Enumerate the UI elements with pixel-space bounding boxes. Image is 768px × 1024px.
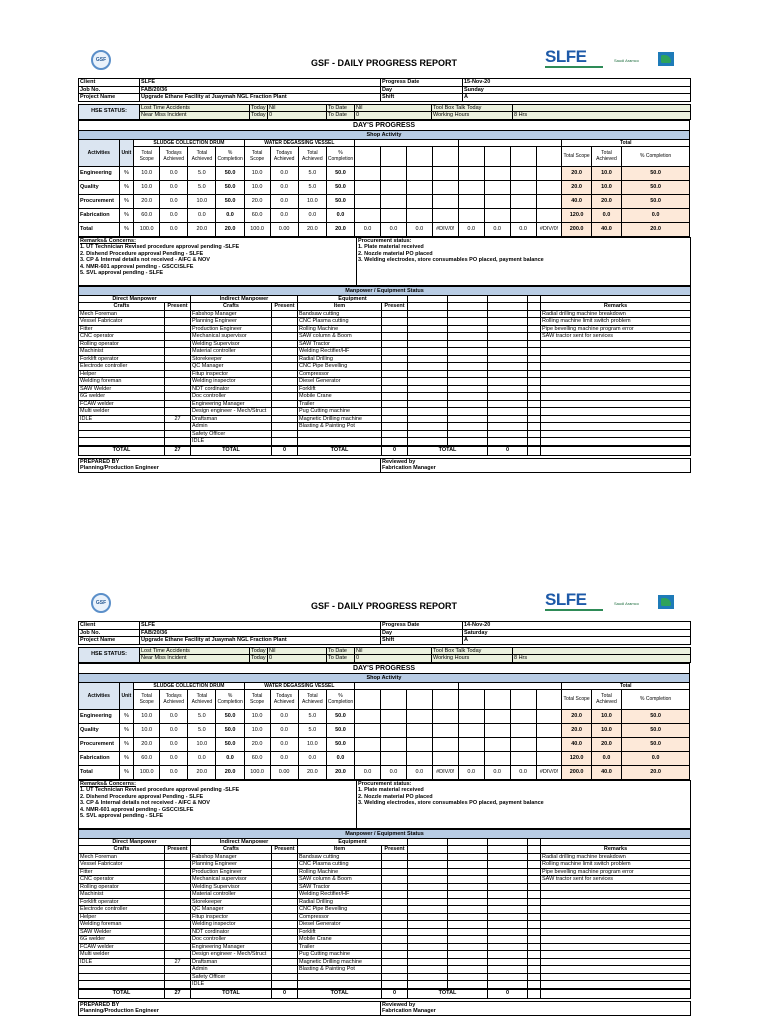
report-header: [78, 591, 690, 621]
manpower-row: Fitter Production Engineer Rolling Machine Pipe bevelling machine program error: [79, 868, 691, 876]
prepared-by: PREPARED BY Planning/Production Engineer: [79, 458, 381, 472]
report-title: GSF - DAILY PROGRESS REPORT: [310, 601, 458, 611]
job-no-value: FAB/20/36: [140, 86, 381, 94]
manpower-row: IDLE 27 Draftsman Magnetic Drilling machine: [79, 415, 691, 423]
report-header: [78, 48, 690, 78]
hse-status-label: HSE STATUS:: [79, 104, 140, 119]
gsf-logo: GSF: [91, 593, 111, 613]
remarks-concerns: Remarks& Concerns: 1. UT Technician Revised procedure approval pending -SLFE 2. Dishend Procedure approval Pending - SLFE 3. CP & Internal details not received - AIFC & NOV 4. NMR-601 approval pending - GSCC\SLFE 5. SVL approval pending - SLFE: [79, 237, 357, 285]
project-name-label: Project Name: [79, 94, 140, 102]
slfe-logo: SLFE: [545, 591, 605, 613]
shift-value: A: [463, 94, 691, 102]
progress-row: Total % 100.0 0.0 20.0 20.0 100.0 0.00 20.0 20.0 0.0 0.0 0.0 #DIV/0! 0.0 0.0 0.0 #DIV/0! 200.0 40.0 20.0: [79, 222, 690, 236]
reviewed-by: Reviewed by Fabrication Manager: [381, 458, 691, 472]
gsf-logo: GSF: [91, 50, 111, 70]
procurement-item: 2. Nozzle material PO placed: [358, 250, 433, 257]
procurement-item: 1. Plate material received: [358, 787, 424, 793]
manpower-row: Welding foreman Welding inspector Diesel Generator: [79, 378, 691, 386]
manpower-row: Mech Foreman Fabshop Manager Bandsaw cutting Radial drilling machine breakdown: [79, 310, 691, 318]
days-progress-heading: DAY'S PROGRESS: [79, 120, 690, 130]
days-progress-table: DAY'S PROGRESS Shop Activity Activities Unit SLUDGE COLLECTION DRUM WATER DEGASSING VESSEL Total Total Scope Todays Achieved Total Achieved % Completion Total Scope Todays Achieved Total Achieved % Completion Total Scope Total Achieved % Completion Engineering % 10.0 0.0 5.0 50.0 10.0 0.0 5.0 50.0 20.0 10.0 50.0 Quality % 10.0 0.0 5.0 50.0 10.0 0.0 5.0 50.0 20.0 10.0 50.0 Procurement % 20.0 0.0 10.0 50.0 20.0 0.0 10.0 50.0 40.0 20.0 50.0 Fabrication % 60.0 0.0 0.0 0.0 60.0 0.0 0.0 0.0 120.0 0.0 0.0 Total % 100.0 0.0 20.0 20.0 100.0 0.00 20.0 20.0 0.0 0.0 0.0 #DIV/0! 0.0 0.0 0.0 #DIV/0! 200.0 40.0 20.0: [78, 120, 690, 237]
manpower-row: IDLE 27 Draftsman Magnetic Drilling machine: [79, 958, 691, 966]
manpower-equipment-heading: Manpower / Equipment Status: [79, 829, 691, 838]
manpower-row: Admin Blasting & Painting Pot: [79, 423, 691, 431]
near-miss-label: Near Miss Incident: [140, 655, 250, 663]
manpower-row: IDLE: [79, 981, 691, 989]
project-info-table: [78, 621, 691, 645]
manpower-row: Multi welder Design engineer - Mech/Struct Pug Cutting machine: [79, 951, 691, 959]
project-info-table: [78, 78, 691, 102]
prepared-by: PREPARED BY Planning/Production Engineer: [79, 1001, 381, 1015]
day-label: Day: [381, 86, 463, 94]
manpower-row: Vessel Fabricator Planning Engineer CNC Plasma cutting Rolling machine limit switch problem: [79, 861, 691, 869]
manpower-row: Helper Fitup inspector Compressor: [79, 370, 691, 378]
manpower-row: Fitter Production Engineer Rolling Machine Pipe bevelling machine program error: [79, 325, 691, 333]
slfe-logo: SLFE: [545, 48, 605, 70]
manpower-equipment-table: Manpower / Equipment Status Direct Manpower Indirect Manpower Equipment Crafts Present Crafts Present Item Present Remarks Mech Foreman Fabshop Manager Bandsaw cutting Radial drilling machine breakdown Vessel Fabricator Planning Engineer CNC Plasma cutting Rolling machine limit switch problem Fitter Production Engineer Rolling Machine Pipe bevelling machine program error CNC operator Mechanical supervisor SAW column & Boom SAW tractor sent for services Rolling operator Welding Supervisor SAW Tractor Machinist Material controller Welding Rectifier/HF Forklift operator Storekeeper Radial Drilling Electrode controller QC Manager CNC Pipe Bevelling Helper Fitup inspector Compressor Welding foreman Welding inspector Diesel Generator SAW Welder NDT cordinator Forklift 6G welder Doc controller Mobile Crane FCAW welder Engineering Manager Trailer Multi welder Design engineer - Mech/Struct Pug Cutting machine IDLE 27 Draftsman Magnetic Drilling machine Admin Blasting & Painting Pot Safety Officer IDLE TOTAL 27 TOTAL 0 TOTAL 0 TOTAL 0: [78, 286, 691, 456]
remark-item: 4. NMR-601 approval pending - GSCC\SLFE: [80, 263, 194, 270]
reviewed-by: Reviewed by Fabrication Manager: [381, 1001, 691, 1015]
manpower-row: FCAW welder Engineering Manager Trailer: [79, 400, 691, 408]
remark-item: 3. CP & Internal details not received - AIFC & NOV: [80, 800, 210, 806]
day-value: Saturday: [463, 629, 691, 637]
procurement-item: 3. Welding electrodes, store consumables PO placed, payment balance: [358, 800, 544, 806]
manpower-row: Rolling operator Welding Supervisor SAW Tractor: [79, 340, 691, 348]
manpower-row: Safety Officer: [79, 430, 691, 438]
manpower-row: Forklift operator Storekeeper Radial Drilling: [79, 898, 691, 906]
manpower-row: Helper Fitup inspector Compressor: [79, 913, 691, 921]
water-vessel-heading: WATER DEGASSING VESSEL: [244, 139, 354, 146]
tool-box-label: Tool Box Talk Today: [432, 647, 513, 655]
progress-row: Quality % 10.0 0.0 5.0 50.0 10.0 0.0 5.0 50.0 20.0 10.0 50.0: [79, 180, 690, 194]
tool-box-label: Tool Box Talk Today: [432, 104, 513, 112]
remark-item: 2. Dishend Procedure approval Pending - SLFE: [80, 250, 204, 257]
remark-item: 5. SVL approval pending - SLFE: [80, 270, 164, 276]
manpower-row: IDLE: [79, 438, 691, 446]
progress-row: Total % 100.0 0.0 20.0 20.0 100.0 0.00 20.0 20.0 0.0 0.0 0.0 #DIV/0! 0.0 0.0 0.0 #DIV/0! 200.0 40.0 20.0: [79, 765, 690, 779]
progress-row: Engineering % 10.0 0.0 5.0 50.0 10.0 0.0 5.0 50.0 20.0 10.0 50.0: [79, 166, 690, 180]
remarks-procurement-table: [78, 780, 691, 829]
shop-activity-heading: Shop Activity: [79, 673, 690, 682]
manpower-row: SAW Welder NDT cordinator Forklift: [79, 928, 691, 936]
days-progress-heading: DAY'S PROGRESS: [79, 663, 690, 673]
hse-status-table: HSE STATUS: Lost Time Accidents Today Nil To Date Nil Tool Box Talk Today Near Miss Incident Today 0 To Date 0 Working Hours 8 Hrs: [78, 647, 691, 663]
remark-item: 5. SVL approval pending - SLFE: [80, 813, 164, 819]
client-value: SLFE: [140, 79, 381, 87]
remark-item: 1. UT Technician Revised procedure approval pending -SLFE: [80, 787, 240, 793]
progress-date-value: 14-Nov-20: [463, 622, 691, 630]
remark-item: 1. UT Technician Revised procedure approval pending -SLFE: [80, 244, 240, 250]
manpower-row: Rolling operator Welding Supervisor SAW Tractor: [79, 883, 691, 891]
shift-label: Shift: [381, 94, 463, 102]
shift-label: Shift: [381, 637, 463, 645]
manpower-row: Safety Officer: [79, 973, 691, 981]
job-no-label: Job No.: [79, 86, 140, 94]
saudi-aramco-logo: Saudi Aramco: [610, 52, 674, 70]
working-hours-label: Working Hours: [432, 112, 513, 120]
client-label: Client: [79, 622, 140, 630]
remark-item: 4. NMR-601 approval pending - GSCC\SLFE: [80, 806, 194, 813]
manpower-row: Electrode controller QC Manager CNC Pipe Bevelling: [79, 906, 691, 914]
hse-status-label: HSE STATUS:: [79, 647, 140, 662]
shop-activity-heading: Shop Activity: [79, 130, 690, 139]
day-value: Sunday: [463, 86, 691, 94]
project-name-value: Upgrade Ethane Facility at Juaymah NGL Fraction Plant: [140, 94, 381, 102]
manpower-row: 6G welder Doc controller Mobile Crane: [79, 936, 691, 944]
hse-status-table: HSE STATUS: Lost Time Accidents Today Nil To Date Nil Tool Box Talk Today Near Miss Incident Today 0 To Date 0 Working Hours 8 Hrs: [78, 104, 691, 120]
progress-row: Fabrication % 60.0 0.0 0.0 0.0 60.0 0.0 0.0 0.0 120.0 0.0 0.0: [79, 208, 690, 222]
procurement-item: 3. Welding electrodes, store consumables PO placed, payment balance: [358, 257, 544, 263]
project-name-label: Project Name: [79, 637, 140, 645]
near-miss-label: Near Miss Incident: [140, 112, 250, 120]
manpower-row: Welding foreman Welding inspector Diesel Generator: [79, 921, 691, 929]
manpower-row: Forklift operator Storekeeper Radial Drilling: [79, 355, 691, 363]
manpower-row: CNC operator Mechanical supervisor SAW column & Boom SAW tractor sent for services: [79, 333, 691, 341]
lost-time-label: Lost Time Accidents: [140, 647, 250, 655]
sludge-drum-heading: SLUDGE COLLECTION DRUM: [134, 682, 244, 689]
progress-date-value: 15-Nov-20: [463, 79, 691, 87]
client-value: SLFE: [140, 622, 381, 630]
remark-item: 2. Dishend Procedure approval Pending - SLFE: [80, 793, 204, 800]
client-label: Client: [79, 79, 140, 87]
working-hours-label: Working Hours: [432, 655, 513, 663]
procurement-status: Procurement status: 1. Plate material received 2. Nozzle material PO placed 3. Welding electrodes, store consumables PO placed, payment balance: [357, 237, 691, 285]
manpower-row: SAW Welder NDT cordinator Forklift: [79, 385, 691, 393]
manpower-row: Electrode controller QC Manager CNC Pipe Bevelling: [79, 363, 691, 371]
progress-row: Fabrication % 60.0 0.0 0.0 0.0 60.0 0.0 0.0 0.0 120.0 0.0 0.0: [79, 751, 690, 765]
procurement-status: Procurement status: 1. Plate material received 2. Nozzle material PO placed 3. Welding electrodes, store consumables PO placed, payment balance: [357, 780, 691, 828]
progress-row: Procurement % 20.0 0.0 10.0 50.0 20.0 0.0 10.0 50.0 40.0 20.0 50.0: [79, 194, 690, 208]
sludge-drum-heading: SLUDGE COLLECTION DRUM: [134, 139, 244, 146]
manpower-row: Machinist Material controller Welding Rectifier/HF: [79, 348, 691, 356]
saudi-aramco-logo: Saudi Aramco: [610, 595, 674, 613]
remarks-procurement-table: [78, 237, 691, 286]
water-vessel-heading: WATER DEGASSING VESSEL: [244, 682, 354, 689]
manpower-row: Admin Blasting & Painting Pot: [79, 966, 691, 974]
manpower-equipment-table: Manpower / Equipment Status Direct Manpower Indirect Manpower Equipment Crafts Present Crafts Present Item Present Remarks Mech Foreman Fabshop Manager Bandsaw cutting Radial drilling machine breakdown Vessel Fabricator Planning Engineer CNC Plasma cutting Rolling machine limit switch problem Fitter Production Engineer Rolling Machine Pipe bevelling machine program error CNC operator Mechanical supervisor SAW column & Boom SAW tractor sent for services Rolling operator Welding Supervisor SAW Tractor Machinist Material controller Welding Rectifier/HF Forklift operator Storekeeper Radial Drilling Electrode controller QC Manager CNC Pipe Bevelling Helper Fitup inspector Compressor Welding foreman Welding inspector Diesel Generator SAW Welder NDT cordinator Forklift 6G welder Doc controller Mobile Crane FCAW welder Engineering Manager Trailer Multi welder Design engineer - Mech/Struct Pug Cutting machine IDLE 27 Draftsman Magnetic Drilling machine Admin Blasting & Painting Pot Safety Officer IDLE TOTAL 27 TOTAL 0 TOTAL 0 TOTAL 0: [78, 829, 691, 999]
progress-date-label: Progress Date: [381, 622, 463, 630]
manpower-row: CNC operator Mechanical supervisor SAW column & Boom SAW tractor sent for services: [79, 876, 691, 884]
daily-progress-report-2: [78, 591, 690, 1016]
lost-time-label: Lost Time Accidents: [140, 104, 250, 112]
progress-row: Procurement % 20.0 0.0 10.0 50.0 20.0 0.0 10.0 50.0 40.0 20.0 50.0: [79, 737, 690, 751]
progress-row: Engineering % 10.0 0.0 5.0 50.0 10.0 0.0 5.0 50.0 20.0 10.0 50.0: [79, 709, 690, 723]
progress-date-label: Progress Date: [381, 79, 463, 87]
job-no-value: FAB/20/36: [140, 629, 381, 637]
progress-row: Quality % 10.0 0.0 5.0 50.0 10.0 0.0 5.0 50.0 20.0 10.0 50.0: [79, 723, 690, 737]
remark-item: 3. CP & Internal details not received - AIFC & NOV: [80, 257, 210, 263]
report-title: GSF - DAILY PROGRESS REPORT: [310, 58, 458, 68]
remarks-concerns: Remarks& Concerns: 1. UT Technician Revised procedure approval pending -SLFE 2. Dishend Procedure approval Pending - SLFE 3. CP & Internal details not received - AIFC & NOV 4. NMR-601 approval pending - GSCC\SLFE 5. SVL approval pending - SLFE: [79, 780, 357, 828]
manpower-row: FCAW welder Engineering Manager Trailer: [79, 943, 691, 951]
manpower-row: Vessel Fabricator Planning Engineer CNC Plasma cutting Rolling machine limit switch problem: [79, 318, 691, 326]
manpower-equipment-heading: Manpower / Equipment Status: [79, 286, 691, 295]
signoff-table: [78, 458, 691, 473]
manpower-row: 6G welder Doc controller Mobile Crane: [79, 393, 691, 401]
procurement-item: 2. Nozzle material PO placed: [358, 793, 433, 800]
days-progress-table: DAY'S PROGRESS Shop Activity Activities Unit SLUDGE COLLECTION DRUM WATER DEGASSING VESSEL Total Total Scope Todays Achieved Total Achieved % Completion Total Scope Todays Achieved Total Achieved % Completion Total Scope Total Achieved % Completion Engineering % 10.0 0.0 5.0 50.0 10.0 0.0 5.0 50.0 20.0 10.0 50.0 Quality % 10.0 0.0 5.0 50.0 10.0 0.0 5.0 50.0 20.0 10.0 50.0 Procurement % 20.0 0.0 10.0 50.0 20.0 0.0 10.0 50.0 40.0 20.0 50.0 Fabrication % 60.0 0.0 0.0 0.0 60.0 0.0 0.0 0.0 120.0 0.0 0.0 Total % 100.0 0.0 20.0 20.0 100.0 0.00 20.0 20.0 0.0 0.0 0.0 #DIV/0! 0.0 0.0 0.0 #DIV/0! 200.0 40.0 20.0: [78, 663, 690, 780]
signoff-table: [78, 1001, 691, 1016]
manpower-row: Mech Foreman Fabshop Manager Bandsaw cutting Radial drilling machine breakdown: [79, 853, 691, 861]
manpower-row: Multi welder Design engineer - Mech/Struct Pug Cutting machine: [79, 408, 691, 416]
daily-progress-report-1: [78, 48, 690, 473]
shift-value: A: [463, 637, 691, 645]
procurement-item: 1. Plate material received: [358, 244, 424, 250]
day-label: Day: [381, 629, 463, 637]
project-name-value: Upgrade Ethane Facility at Juaymah NGL Fraction Plant: [140, 637, 381, 645]
job-no-label: Job No.: [79, 629, 140, 637]
manpower-row: Machinist Material controller Welding Rectifier/HF: [79, 891, 691, 899]
